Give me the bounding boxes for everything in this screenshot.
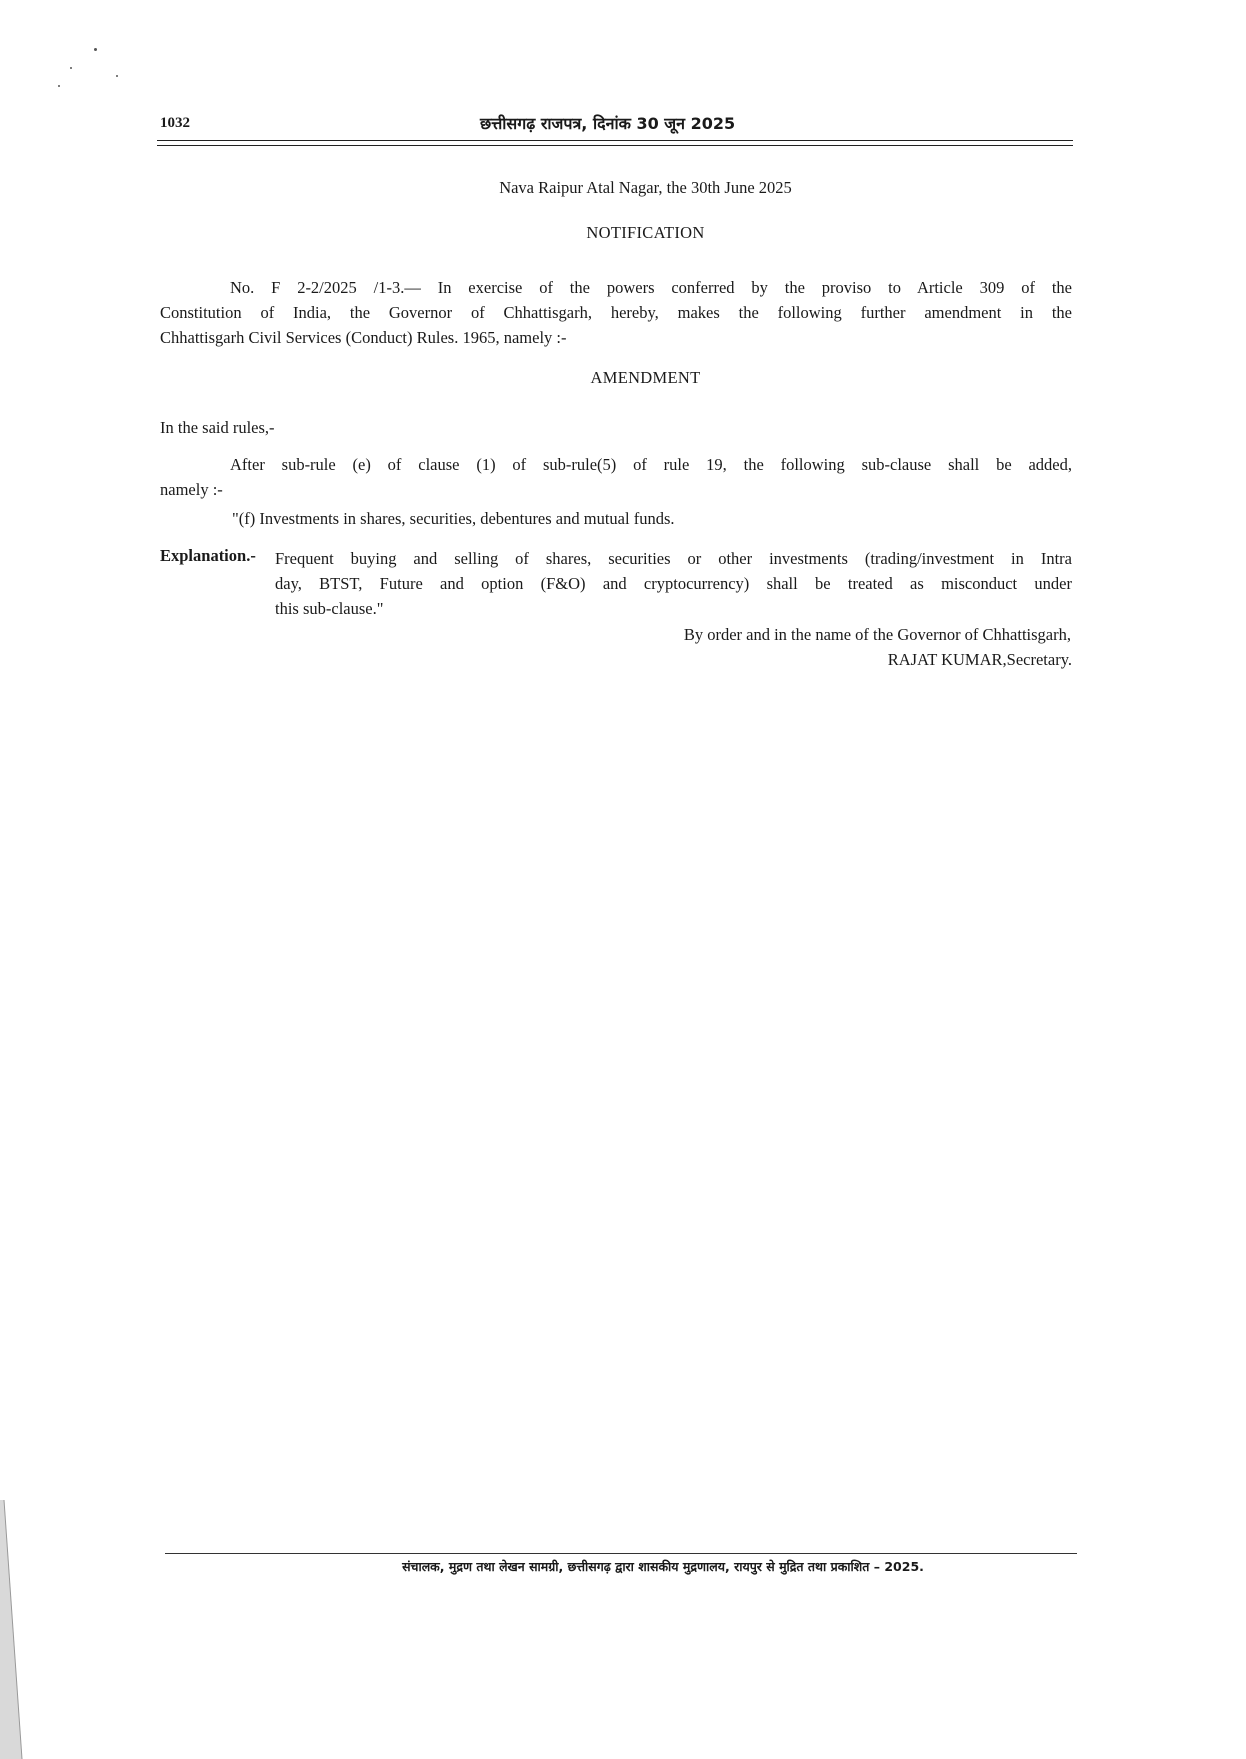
clause-f-text: "(f) Investments in shares, securities, debentures and mutual funds.: [232, 509, 675, 528]
notification-line: Constitution of India, the Governor of Chhattisgarh, hereby, makes the following further amendment in the: [160, 303, 1072, 322]
notification-paragraph: [160, 275, 1072, 350]
after-paragraph: [160, 452, 1072, 502]
said-rules-text: In the said rules,-: [160, 418, 275, 437]
notification-line: No. F 2-2/2025 /1-3.— In exercise of the powers conferred by the proviso to Article 309 of the: [230, 278, 1072, 297]
explanation-label: Explanation.-: [160, 546, 256, 565]
scan-speck: [94, 48, 97, 51]
place-date: Nava Raipur Atal Nagar, the 30th June 2025: [499, 178, 792, 197]
explanation-line: day, BTST, Future and option (F&O) and cryptocurrency) shall be treated as misconduct under: [275, 574, 1072, 593]
after-line: namely :-: [160, 480, 223, 499]
explanation-line: Frequent buying and selling of shares, securities or other investments (trading/investment in Intra: [275, 549, 1072, 568]
footer-imprint: संचालक, मुद्रण तथा लेखन सामग्री, छत्तीसगढ़ द्वारा शासकीय मुद्रणालय, रायपुर से मुद्रित तथा प्रकाशित – 2025.: [402, 1559, 924, 1574]
scan-page-edge: [0, 1500, 60, 1759]
signature-authority: By order and in the name of the Governor of Chhattisgarh,: [683, 625, 1071, 644]
scan-specks: [50, 45, 130, 95]
explanation-line: this sub-clause.": [275, 599, 384, 618]
notification-line: Chhattisgarh Civil Services (Conduct) Rules. 1965, namely :-: [160, 328, 567, 347]
header-rule: [157, 140, 1073, 141]
scan-speck: [58, 85, 60, 87]
header-rule: [157, 145, 1073, 146]
amendment-heading: AMENDMENT: [590, 368, 701, 387]
footer-rule: [165, 1553, 1077, 1554]
signature-name: RAJAT KUMAR,Secretary.: [887, 650, 1072, 669]
scan-speck: [70, 67, 72, 69]
gazette-title: छत्तीसगढ़ राजपत्र, दिनांक 30 जून 2025: [480, 114, 736, 133]
page-number: 1032: [160, 115, 190, 131]
notification-heading: NOTIFICATION: [586, 223, 705, 242]
scan-speck: [116, 75, 118, 77]
after-line: After sub-rule (e) of clause (1) of sub-rule(5) of rule 19, the following sub-clause shall be added,: [230, 455, 1072, 474]
explanation-paragraph: [275, 546, 1072, 621]
